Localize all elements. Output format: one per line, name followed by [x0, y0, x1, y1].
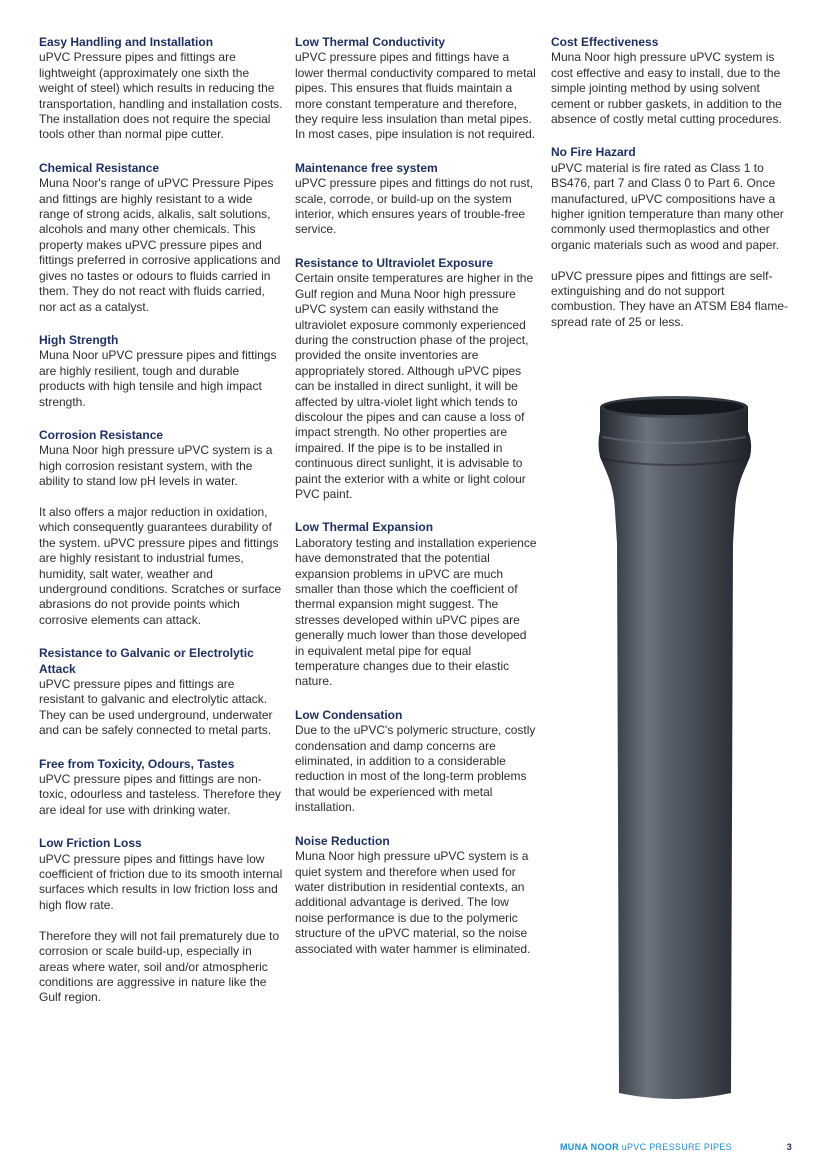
feature-section [295, 256, 538, 503]
section-paragraph: Certain onsite temperatures are higher in the Gulf region and Muna Noor high pressure uPVC system can easily withstand the ultraviolet exposure commonly experienced during the construction phase of the project, provided the onsite inventories are appropriately stored. Although uPVC pipes can be installed in direct sunlight, it will be affected by ultra-violet light which tends to discolour the pipes and can cause a loss of impact strength. No other properties are impaired. If the pipe is to be installed in continuous direct sunlight, it is advisable to paint the exterior with a white or light colour PVC paint. [295, 271, 534, 501]
section-paragraph: uPVC pressure pipes and fittings do not rust, scale, corrode, or build-up on the system interior, which ensures years of trouble-free service. [295, 176, 534, 237]
section-paragraph: Due to the uPVC's polymeric structure, costly condensation and damp concerns are eliminated, in addition to a considerable reduction in most of the long-term problems that would be experienced with metal installation. [295, 723, 536, 815]
feature-section [551, 35, 791, 127]
section-paragraph: Muna Noor high pressure uPVC system is a quiet system and therefore when used for water distribution in residential contexts, an additional advantage is derived. The low noise performance is due to the polymeric structure of the uPVC material, so the noise associated with water hammer is eliminated. [295, 849, 531, 956]
section-paragraph: Therefore they will not fail prematurely due to corrosion or scale build-up, especially in areas where water, soil and/or atmospheric conditions are aggressive in nature like the Gulf region. [39, 928, 280, 1005]
feature-section [39, 333, 283, 410]
feature-section [39, 161, 283, 315]
section-paragraph: Laboratory testing and installation experience have demonstrated that the potential expansion problems in uPVC are much smaller than those which the coefficient of thermal expansion might suggest. The stresses developed within uPVC pipes are generally much lower than those developed in equivalent metal pipe for equal temperature changes due to their elastic nature. [295, 535, 537, 689]
section-paragraph: Muna Noor uPVC pressure pipes and fittings are highly resilient, tough and durable products with high tensile and high impact strength. [39, 348, 277, 409]
section-heading: Noise Reduction [295, 833, 390, 848]
feature-section [295, 834, 538, 957]
feature-section [39, 646, 283, 738]
feature-section [295, 708, 538, 816]
section-paragraph: uPVC pressure pipes and fittings are resistant to galvanic and electrolytic attack. They can be used underground, underwater and can be safely connected to metal parts. [39, 677, 273, 738]
footer-product: uPVC PRESSURE PIPES [621, 1142, 732, 1152]
page-number: 3 [786, 1142, 792, 1152]
section-paragraph: It also offers a major reduction in oxidation, which consequently guarantees durability of the system. uPVC pressure pipes and fittings are highly resistant to industrial fumes, humidity, salt water, weather and underground conditions. Scratches or surface abrasions do not provide points which corrosive elements can attack. [39, 504, 282, 627]
section-heading: Corrosion Resistance [39, 427, 164, 442]
feature-section [551, 145, 791, 330]
section-heading: Low Friction Loss [39, 836, 142, 851]
section-heading: Cost Effectiveness [551, 35, 659, 49]
section-heading: Chemical Resistance [39, 160, 160, 175]
left-column [39, 35, 283, 1024]
section-heading: Maintenance free system [295, 160, 438, 175]
feature-section [39, 757, 283, 819]
feature-section [39, 836, 283, 1005]
page-footer [560, 1140, 792, 1154]
section-paragraph: uPVC pressure pipes and fittings are self-extinguishing and do not support combustion. They have an ATSM E84 flame-spread rate of 25 or less. [551, 268, 789, 329]
upvc-pipe-photo [590, 393, 760, 1105]
right-column [551, 35, 791, 348]
footer-brand: MUNA NOOR [560, 1142, 619, 1152]
section-paragraph: Muna Noor high pressure uPVC system is cost effective and easy to install, due to the simple jointing method by using solvent cement or rubber gaskets, in addition to the absence of costly metal cutting procedures. [551, 50, 782, 127]
section-heading: High Strength [39, 332, 119, 347]
section-paragraph: Muna Noor's range of uPVC Pressure Pipes and fittings are highly resistant to a wide range of strong acids, alkalis, salt solutions, alcohols and many other chemicals. This property makes uPVC pressure pipes and fittings preferred in corrosive applications and gives no tastes or odours to fluids carried in them. They do not react with fluids carried, nor act as a catalyst. [39, 176, 281, 314]
section-heading: Easy Handling and Installation [39, 35, 214, 49]
feature-section [295, 161, 538, 238]
section-paragraph: Muna Noor high pressure uPVC system is a high corrosion resistant system, with the ability to stand low pH levels in water. [39, 443, 273, 489]
feature-section [295, 35, 538, 143]
feature-section [295, 520, 538, 689]
section-heading: Free from Toxicity, Odours, Tastes [39, 756, 235, 771]
feature-section [39, 35, 283, 143]
middle-column [295, 35, 538, 975]
section-paragraph: uPVC material is fire rated as Class 1 to BS476, part 7 and Class 0 to Part 6. Once manufactured, uPVC compositions have a higher ignition temperature than many other commonly used thermoplastics and other organic materials such as wood and paper. [551, 160, 784, 252]
section-paragraph: uPVC pressure pipes and fittings have low coefficient of friction due to its smooth internal surfaces which results in low friction loss and high flow rate. [39, 851, 283, 912]
section-heading: Resistance to Ultraviolet Exposure [295, 255, 494, 270]
section-paragraph: uPVC pressure pipes and fittings have a lower thermal conductivity compared to metal pipes. This ensures that fluids maintain a more constant temperature and therefore, they require less insulation than metal pipes. In most cases, pipe insulation is not required. [295, 50, 536, 142]
section-paragraph: uPVC Pressure pipes and fittings are lightweight (approximately one sixth the weight of steel) which results in reducing the transportation, handling and installation costs. The installation does not require the special tools other than normal pipe cutter. [39, 50, 283, 142]
section-heading: Low Thermal Expansion [295, 520, 434, 535]
section-heading: Low Thermal Conductivity [295, 35, 446, 49]
feature-section [39, 428, 283, 628]
section-paragraph: uPVC pressure pipes and fittings are non-toxic, odourless and tasteless. Therefore they are ideal for use with drinking water. [39, 772, 281, 817]
section-heading: Resistance to Galvanic or Electrolytic Attack [39, 646, 254, 676]
section-heading: No Fire Hazard [551, 145, 636, 160]
section-heading: Low Condensation [295, 707, 403, 722]
